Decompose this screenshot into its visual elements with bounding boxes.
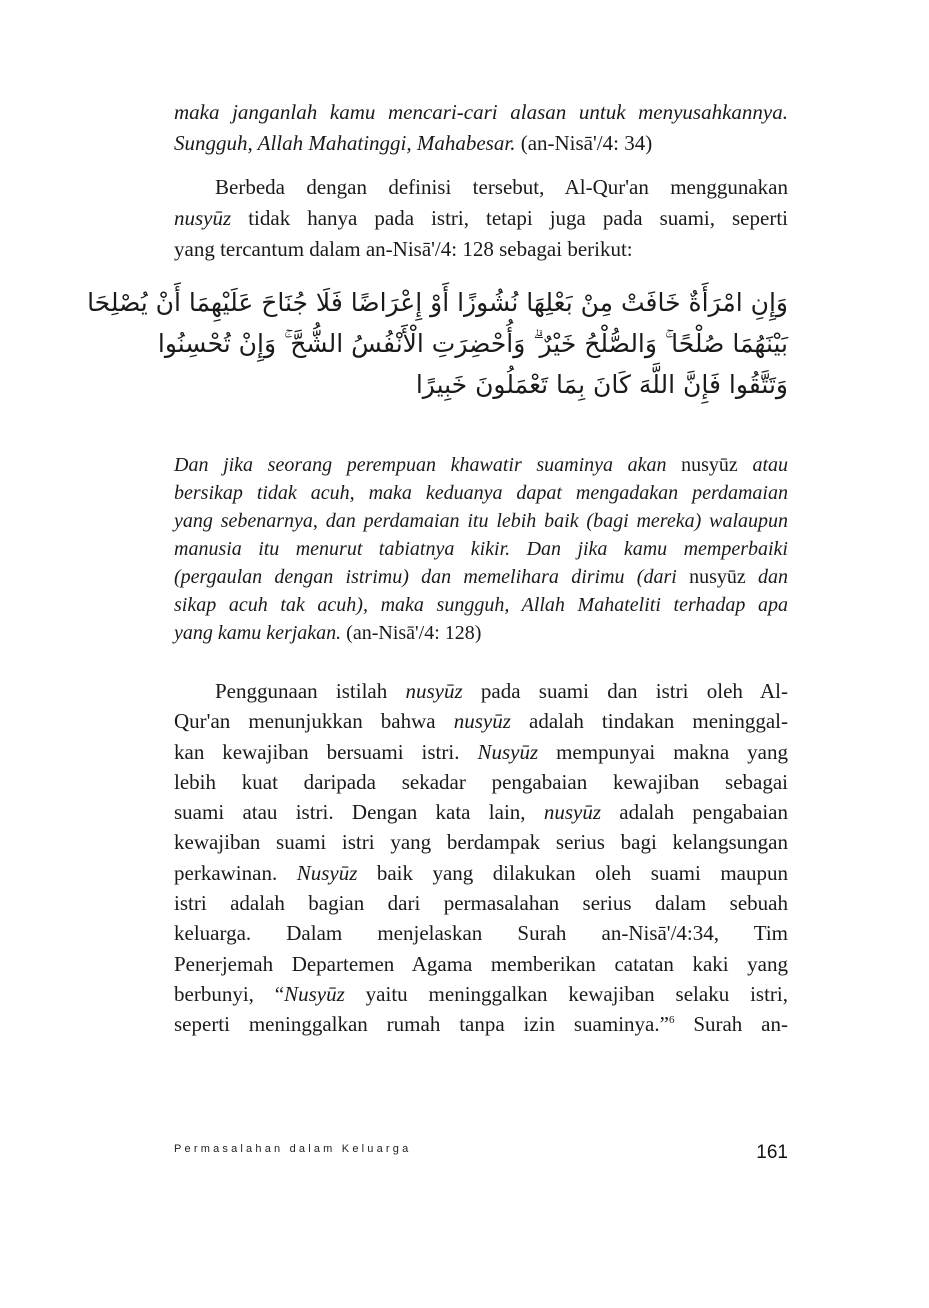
- text-segment: istri adalah bagian dari permasalahan serius dalam sebuah: [174, 891, 788, 916]
- arabic-line: بَيْنَهُمَا صُلْحًا ۚ وَالصُّلْحُ خَيْرٌ ۗ وَأُحْضِرَتِ الْأَنْفُسُ الشُّحَّ ۚ وَإِنْ تُحْسِنُوا: [157, 329, 788, 358]
- text-line: [174, 918, 788, 948]
- paragraph-body: [174, 676, 788, 1040]
- text-line: [174, 737, 788, 767]
- text-segment: perkawinan.: [174, 860, 297, 885]
- text-line: [174, 676, 788, 706]
- text-line: [174, 591, 788, 619]
- text-segment: seperti meninggalkan rumah tanpa izin suaminya.”: [174, 1012, 669, 1037]
- text-line: [174, 97, 788, 128]
- text-segment: yaitu meninggalkan kewajiban selaku istri,: [344, 981, 788, 1006]
- text-line: [174, 706, 788, 736]
- text-line: [174, 1009, 788, 1039]
- text-segment: nusyūz: [689, 566, 746, 588]
- text-segment: kewajiban suami istri yang berdampak serius bagi kelangsungan: [174, 830, 788, 855]
- text-segment: baik yang dilakukan oleh suami maupun: [357, 860, 788, 885]
- text-line: [174, 535, 788, 563]
- italic-text: Nusyūz: [284, 981, 345, 1006]
- text-line: [174, 128, 788, 159]
- paragraph-quran-translation-34: [174, 97, 788, 159]
- footnote-marker: 6: [668, 1014, 675, 1027]
- text-segment: berbunyi, “: [174, 981, 285, 1006]
- arabic-verse: [87, 282, 788, 405]
- italic-text: nusyūz: [543, 800, 601, 825]
- italic-text: atau: [737, 454, 788, 476]
- text-segment: adalah tindakan meninggal-: [510, 709, 788, 734]
- text-line: [174, 203, 788, 234]
- text-line: [174, 563, 788, 591]
- italic-text: nusyūz: [174, 206, 232, 230]
- italic-text: maka janganlah kamu mencari-cari alasan untuk menyusahkannya.: [174, 100, 788, 124]
- italic-text: bersikap tidak acuh, maka keduanya dapat mengadakan perdamaian: [174, 482, 788, 504]
- text-segment: Qur'an menunjukkan bahwa: [174, 709, 454, 734]
- italic-text: nusyūz: [453, 709, 511, 734]
- text-segment: pada suami dan istri oleh Al-: [462, 679, 788, 703]
- text-segment: Penggunaan istilah: [215, 679, 406, 703]
- paragraph-intro: [174, 172, 788, 265]
- text-line: [174, 619, 788, 647]
- text-segment: nusyūz: [681, 454, 738, 476]
- text-line: [174, 827, 788, 857]
- italic-text: Nusyūz: [477, 739, 539, 764]
- italic-text: sikap acuh tak acuh), maka sungguh, Allah Mahateliti terhadap apa: [174, 594, 788, 616]
- text-segment: yang tercantum dalam an-Nisā'/4: 128 sebagai berikut:: [174, 237, 633, 261]
- text-line: [174, 888, 788, 918]
- text-segment: suami atau istri. Dengan kata lain,: [174, 800, 544, 825]
- italic-text: Dan jika seorang perempuan khawatir suaminya akan: [174, 454, 682, 476]
- text-segment: (an-Nisā'/4: 128): [341, 622, 482, 644]
- text-line: [174, 858, 788, 888]
- text-line: [174, 172, 788, 203]
- italic-text: yang sebenarnya, dan perdamaian itu lebih baik (bagi mereka) walaupun: [174, 510, 788, 532]
- italic-text: manusia itu menurut tabiatnya kikir. Dan jika kamu memperbaiki: [174, 538, 788, 560]
- text-segment: tidak hanya pada istri, tetapi juga pada suami, seperti: [231, 206, 788, 230]
- running-footer-title: Permasalahan dalam Keluarga: [174, 1143, 412, 1155]
- text-segment: Surah an-: [674, 1012, 788, 1037]
- italic-text: (pergaulan dengan istrimu) dan memelihara dirimu (dari: [174, 566, 690, 588]
- italic-text: nusyūz: [405, 679, 463, 703]
- text-line: [174, 767, 788, 797]
- text-line: [174, 234, 788, 265]
- text-line: [174, 979, 788, 1009]
- italic-text: yang kamu kerjakan.: [174, 622, 342, 644]
- text-segment: mempunyai makna yang: [538, 739, 788, 764]
- text-line: [174, 507, 788, 535]
- text-segment: keluarga. Dalam menjelaskan Surah an-Nisā'/4:34, Tim: [174, 921, 788, 946]
- arabic-line: وَتَتَّقُوا فَإِنَّ اللَّهَ كَانَ بِمَا تَعْمَلُونَ خَبِيرًا: [415, 370, 788, 399]
- text-line: [174, 797, 788, 827]
- text-segment: lebih kuat daripada sekadar pengabaian kewajiban sebagai: [174, 769, 788, 794]
- verse-translation: [174, 451, 788, 647]
- text-line: [174, 949, 788, 979]
- text-segment: Berbeda dengan definisi tersebut, Al-Qur'an menggunakan: [215, 175, 788, 199]
- text-line: [174, 479, 788, 507]
- arabic-line: وَإِنِ امْرَأَةٌ خَافَتْ مِنْ بَعْلِهَا نُشُوزًا أَوْ إِعْرَاضًا فَلَا جُنَاحَ عَلَيْهِمَا أَنْ يُصْلِحَا: [87, 288, 788, 317]
- italic-text: Sungguh, Allah Mahatinggi, Mahabesar.: [174, 131, 516, 155]
- page-number: 161: [756, 1142, 788, 1163]
- text-segment: kan kewajiban bersuami istri.: [174, 739, 478, 764]
- text-segment: (an-Nisā'/4: 34): [515, 131, 653, 155]
- text-segment: Penerjemah Departemen Agama memberikan catatan kaki yang: [174, 951, 788, 976]
- text-line: [174, 451, 788, 479]
- italic-text: Nusyūz: [296, 860, 358, 885]
- italic-text: dan: [745, 566, 788, 588]
- text-segment: adalah pengabaian: [601, 800, 788, 825]
